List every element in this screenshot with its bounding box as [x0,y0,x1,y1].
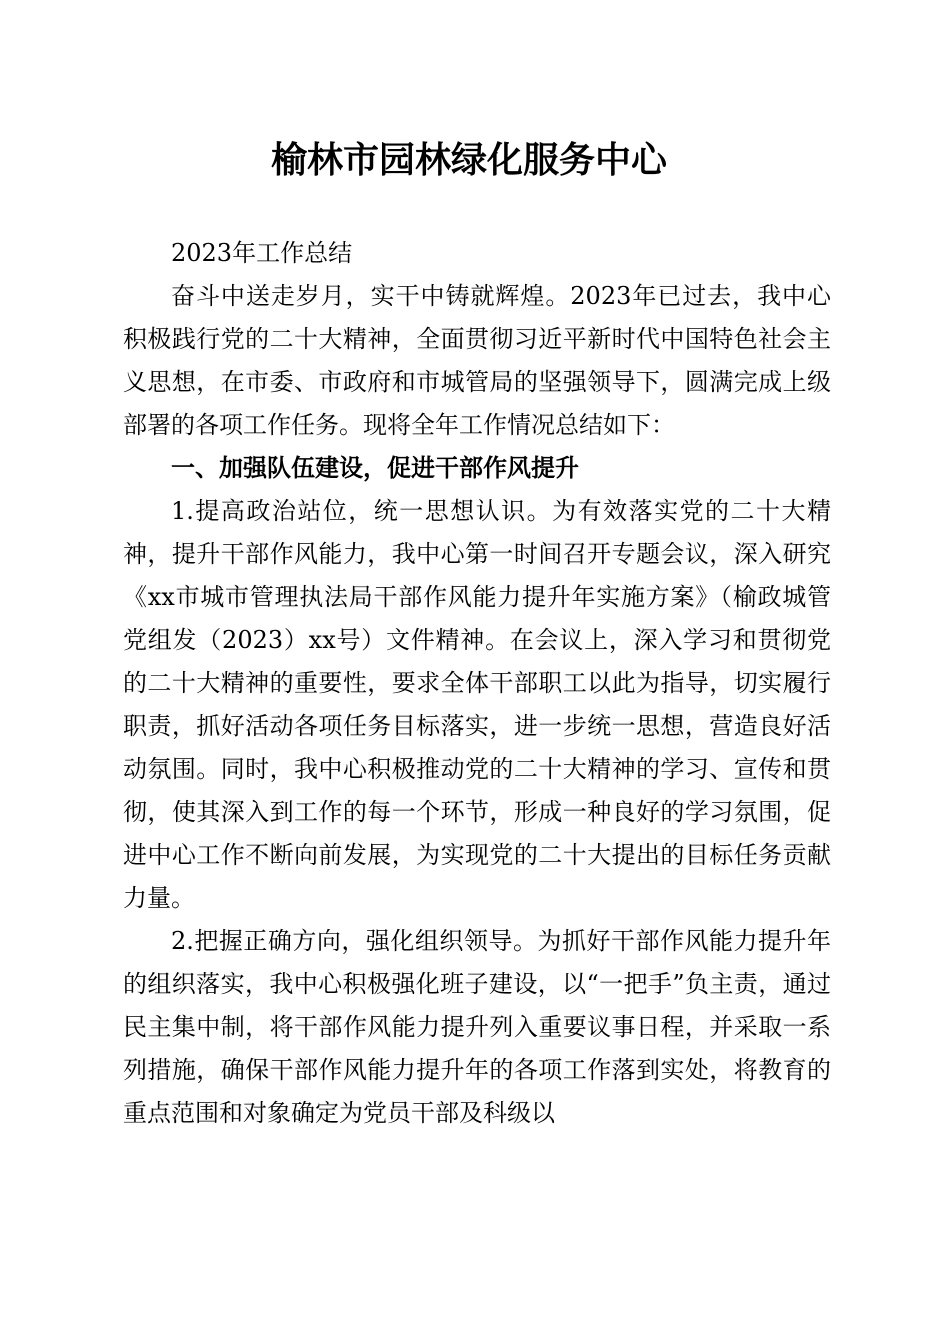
intro-paragraph: 奋斗中送走岁月，实干中铸就辉煌。2023年已过去，我中心积极践行党的二十大精神，全面贯彻习近平新时代中国特色社会主义思想，在市委、市政府和市城管局的坚强领导下，圆满完成上级部署的各项工作任务。现将全年工作情况总结如下： [123,282,831,439]
document-body [123,232,831,1135]
document-subtitle: 2023年工作总结 [171,239,353,267]
section-paragraph-1: 1.提高政治站位，统一思想认识。为有效落实党的二十大精神，提升干部作风能力，我中心第一时间召开专题会议，深入研究《xx市城市管理执法局干部作风能力提升年实施方案》（榆政城管党组发（2023）xx号）文件精神。在会议上，深入学习和贯彻党的二十大精神的重要性，要求全体干部职工以此为指导，切实履行职责，抓好活动各项任务目标落实，进一步统一思想，营造良好活动氛围。同时，我中心积极推动党的二十大精神的学习、宣传和贯彻，使其深入到工作的每一个环节，形成一种良好的学习氛围，促进中心工作不断向前发展，为实现党的二十大提出的目标任务贡献力量。 [123,497,831,912]
section-heading: 一、加强队伍建设，促进干部作风提升 [171,454,579,482]
section-paragraph-2: 2.把握正确方向，强化组织领导。为抓好干部作风能力提升年的组织落实，我中心积极强化班子建设，以“一把手”负主责，通过民主集中制，将干部作风能力提升列入重要议事日程，并采取一系列措施，确保干部作风能力提升年的各项工作落到实处，将教育的重点范围和对象确定为党员干部及科级以 [123,927,831,1127]
document-title: 榆林市园林绿化服务中心 [270,139,667,181]
